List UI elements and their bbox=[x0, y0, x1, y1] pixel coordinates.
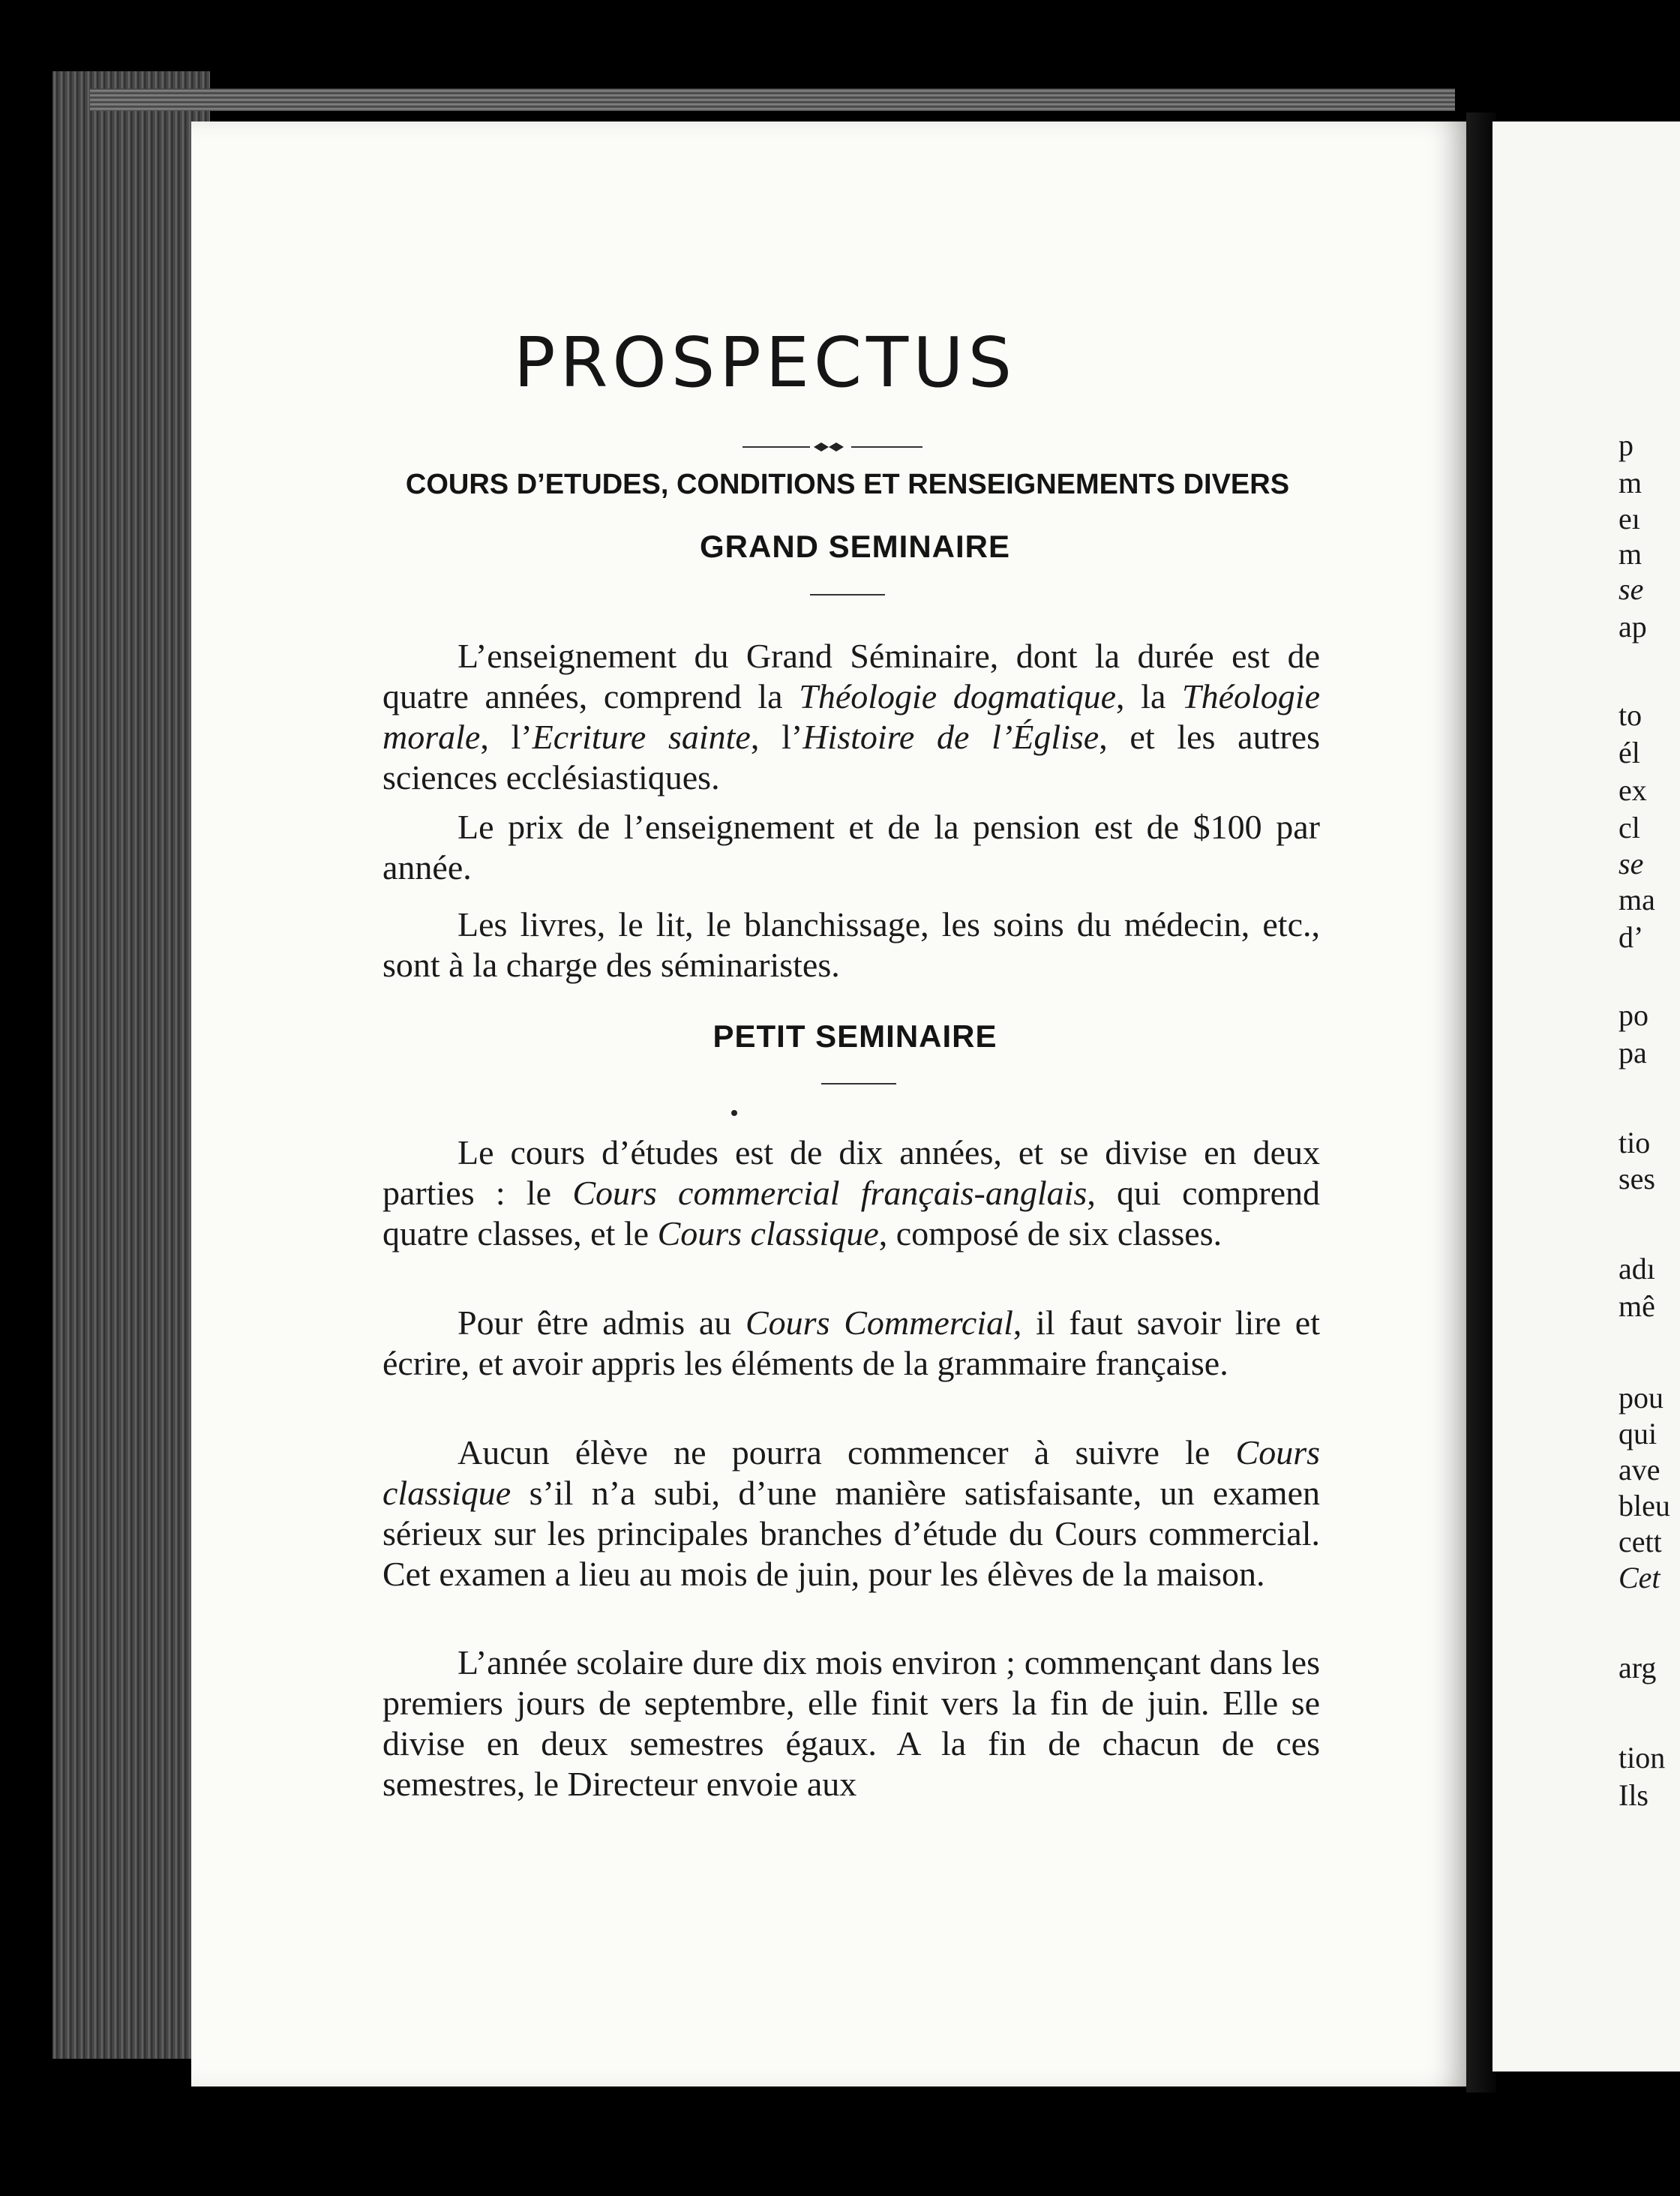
petit-seminaire-paragraph-3: Aucun élève ne pourra commencer à suivre le Cours classique s’il n’a subi, d’une manière satisfaisante, un examen sérieux sur les principales branches d’étude du Cours commercial. Cet examen a lieu au mois de juin, pour les élèves de la maison. bbox=[382, 1433, 1320, 1593]
page-title: PROSPECTUS bbox=[514, 322, 1016, 403]
section-rule bbox=[810, 594, 885, 596]
right-page-fragment: p bbox=[1618, 428, 1634, 462]
book-top-edge bbox=[90, 88, 1455, 111]
right-page-fragment: pa bbox=[1618, 1036, 1647, 1070]
right-page-fragment: bleu bbox=[1618, 1489, 1670, 1522]
right-page-fragment: cl bbox=[1618, 811, 1640, 844]
grand-seminaire-heading: GRAND SEMINAIRE bbox=[699, 529, 1011, 564]
ink-speck bbox=[731, 1110, 737, 1116]
subtitle: COURS D’ETUDES, CONDITIONS ET RENSEIGNEMENTS DIVERS bbox=[405, 469, 1290, 500]
right-page-fragment: tion bbox=[1618, 1741, 1666, 1774]
petit-seminaire-paragraph-2: Pour être admis au Cours Commercial, il faut savoir lire et écrire, et avoir appris les éléments de la grammaire française. bbox=[382, 1304, 1320, 1382]
grand-seminaire-paragraph-3: Les livres, le lit, le blanchissage, les soins du médecin, etc., sont à la charge des séminaristes. bbox=[382, 905, 1320, 984]
petit-seminaire-paragraph-1: Le cours d’études est de dix années, et se divise en deux parties : le Cours commercial français-anglais, qui comprend quatre classes, et le Cours classique, composé de six classes. bbox=[382, 1133, 1321, 1252]
grand-seminaire-paragraph-2: Le prix de l’enseignement et de la pension est de $100 par année. bbox=[382, 808, 1320, 886]
petit-seminaire-paragraph-4: L’année scolaire dure dix mois environ ; commençant dans les premiers jours de septembre, elle finit vers la fin de juin. Elle se divise en deux semestres égaux. A la fin de chacun de ces semestres, le Directeur envoie aux bbox=[382, 1643, 1320, 1803]
right-page-fragment: se bbox=[1618, 572, 1644, 606]
right-page-fragment: cett bbox=[1618, 1525, 1662, 1558]
right-page-fragment: ses bbox=[1618, 1162, 1655, 1196]
petit-seminaire-heading: PETIT SEMINAIRE bbox=[712, 1018, 998, 1054]
right-page-fragment: Ils bbox=[1618, 1778, 1648, 1812]
right-page-fragment: arg bbox=[1618, 1651, 1657, 1684]
right-page-fragment: m bbox=[1618, 466, 1642, 500]
right-page-fragment: to bbox=[1618, 698, 1642, 732]
right-page-fragment: tio bbox=[1618, 1126, 1651, 1160]
ornament-divider bbox=[742, 440, 922, 454]
right-page-fragment: adı bbox=[1618, 1252, 1655, 1286]
right-page-fragment: ap bbox=[1618, 610, 1647, 644]
right-page-fragment: eı bbox=[1618, 502, 1640, 536]
right-page-fragment: m bbox=[1618, 537, 1642, 571]
right-page-fragment: pou bbox=[1618, 1381, 1664, 1414]
right-page-fragment: ave bbox=[1618, 1453, 1660, 1486]
book-edge-stack bbox=[52, 71, 210, 2059]
right-page-fragment: se bbox=[1618, 847, 1644, 880]
right-page-fragment: ma bbox=[1618, 883, 1655, 916]
right-page-fragment: mê bbox=[1618, 1289, 1655, 1323]
right-page-fragment: d’ bbox=[1618, 920, 1644, 954]
right-page-fragment: qui bbox=[1618, 1417, 1658, 1450]
right-page-fragment: po bbox=[1618, 998, 1648, 1032]
grand-seminaire-paragraph-1: L’enseignement du Grand Séminaire, dont la durée est de quatre années, comprend la Théologie dogmatique, la Théologie morale, l’Ecriture sainte, l’Histoire de l’Église, et les autres sciences ecclésiastiques. bbox=[382, 637, 1320, 796]
right-page-fragment: Cet bbox=[1618, 1561, 1660, 1594]
right-page-fragment: él bbox=[1618, 736, 1640, 770]
right-page-fragment: ex bbox=[1618, 773, 1647, 807]
right-page bbox=[1492, 122, 1680, 2072]
section-rule bbox=[821, 1083, 896, 1084]
book-spine bbox=[1466, 112, 1496, 2092]
